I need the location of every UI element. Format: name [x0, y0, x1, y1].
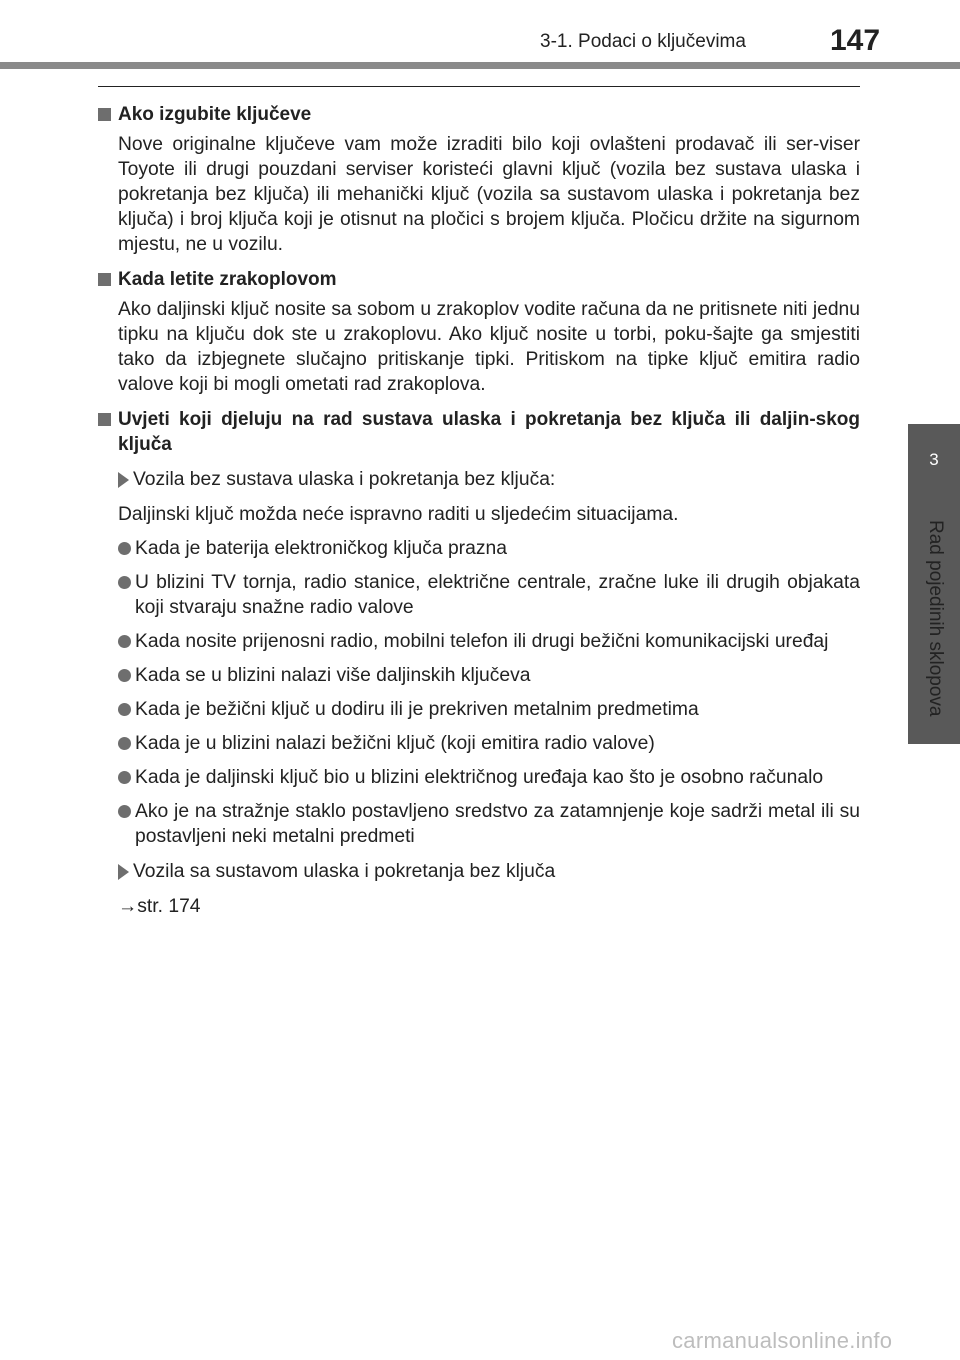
circle-bullet-icon	[118, 635, 131, 648]
circle-bullet-icon	[118, 805, 131, 818]
side-tab-number: 3	[908, 424, 960, 510]
circle-bullet-icon	[118, 542, 131, 555]
page-reference: →str. 174	[118, 896, 201, 917]
list-item	[118, 629, 860, 654]
list-item-text: Kada je baterija elektroničkog ključa prazna	[135, 538, 507, 559]
content-rule	[98, 86, 860, 87]
section-heading-row	[98, 407, 860, 457]
list-item-text: Kada je bežični ključ u dodiru ili je prekriven metalnim predmetima	[135, 699, 699, 720]
circle-bullet-icon	[118, 771, 131, 784]
arrow-right-icon	[118, 864, 129, 880]
section-body: Ako daljinski ključ nosite sa sobom u zrakoplov vodite računa da ne pritisnete niti jednu tipku na ključu dok ste u zrakoplovu. Ako ključ nosite u torbi, poku-šajte ga smjestiti tako da izbjegnete slučajno pritiskanje tipki. Pritiskom na tipke ključ emitira radio valove koji bi mogli ometati rad zrakoplova.	[118, 299, 860, 395]
subsection-row	[118, 467, 860, 492]
watermark: carmanualsonline.info	[672, 1328, 893, 1353]
list-item	[118, 536, 860, 561]
list-item	[118, 765, 860, 790]
section-heading-row	[98, 267, 860, 292]
section-heading-row	[98, 102, 860, 127]
subsection-row	[118, 859, 860, 884]
circle-bullet-icon	[118, 703, 131, 716]
header-title: 3-1. Podaci o ključevima	[540, 31, 746, 52]
circle-bullet-icon	[118, 669, 131, 682]
list-item-text: Kada nosite prijenosni radio, mobilni telefon ili drugi bežični komunikacijski uređaj	[135, 631, 829, 652]
list-item	[118, 663, 860, 688]
subsection-label: Vozila sa sustavom ulaska i pokretanja bez ključa	[133, 861, 556, 882]
circle-bullet-icon	[118, 576, 131, 589]
section-heading: Kada letite zrakoplovom	[118, 269, 337, 290]
section-body: Nove originalne ključeve vam može izraditi bilo koji ovlašteni prodavač ili ser-viser Toyote ili drugi pouzdani serviser koristeći glavni ključ (vozila bez sustava ulaska i pokretanja bez ključa) ili mehanički ključ (vozila sa sustavom ulaska i pokretanja bez ključa) i broj ključa koji je otisnut na pločici s brojem ključa. Pločicu držite na sigurnom mjestu, ne u vozilu.	[118, 134, 860, 255]
square-bullet-icon	[98, 413, 111, 426]
list-item-text: Kada se u blizini nalazi više daljinskih ključeva	[135, 665, 531, 686]
list-item	[118, 799, 860, 849]
intro-text: Daljinski ključ možda neće ispravno raditi u sljedećim situacijama.	[118, 504, 679, 525]
list-item-text: Kada je daljinski ključ bio u blizini električnog uređaja kao što je osobno računalo	[135, 767, 824, 788]
list-item-text: U blizini TV tornja, radio stanice, električne centrale, zračne luke ili drugih objakata koji stvaraju snažne radio valove	[135, 572, 860, 618]
list-item-text: Kada je u blizini nalazi bežični ključ (koji emitira radio valove)	[135, 733, 655, 754]
square-bullet-icon	[98, 108, 111, 121]
arrow-right-icon	[118, 472, 129, 488]
header-rule	[0, 62, 960, 69]
circle-bullet-icon	[118, 737, 131, 750]
section-heading: Ako izgubite ključeve	[118, 104, 312, 125]
list-item	[118, 731, 860, 756]
page-number: 147	[830, 24, 881, 57]
section-heading: Uvjeti koji djeluju na rad sustava ulaska i pokretanja bez ključa ili daljin-skog ključa	[118, 409, 860, 455]
page-content	[98, 92, 860, 919]
list-item-text: Ako je na stražnje staklo postavljeno sredstvo za zatamnjenje koje sadrži metal ili su postavljeni neki metalni predmeti	[135, 801, 860, 847]
list-item	[118, 570, 860, 620]
side-tab-label: Rad pojedinih sklopova	[925, 520, 946, 717]
square-bullet-icon	[98, 273, 111, 286]
list-item	[118, 697, 860, 722]
subsection-label: Vozila bez sustava ulaska i pokretanja bez ključa:	[133, 469, 556, 490]
